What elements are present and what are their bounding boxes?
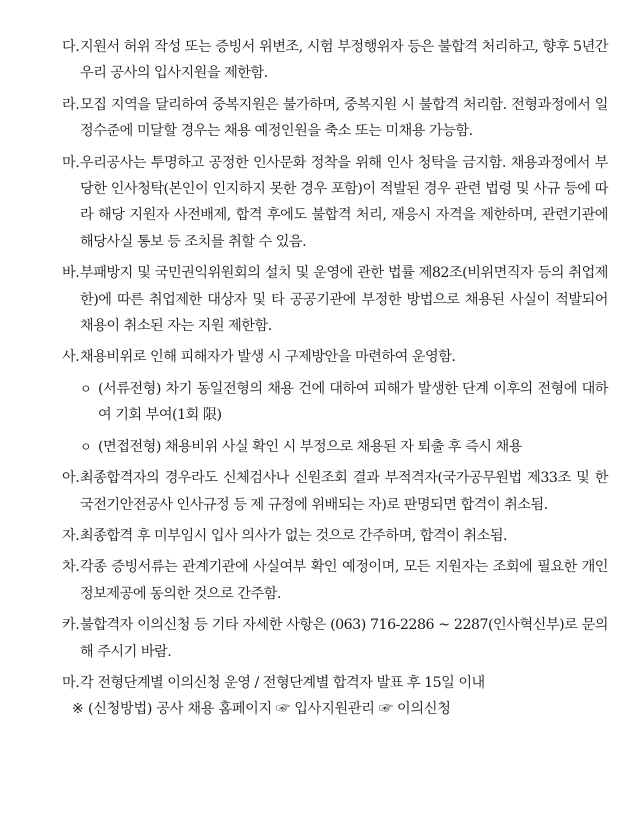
item-marker: 사. [62,349,80,366]
item-text: 각종 증빙서류는 관계기관에 사실여부 확인 예정이며, 모든 지원자는 조회에 필요한 개인 정보제공에 동의한 것으로 간주함. [80,559,608,602]
notice-item-da [0,34,644,87]
item-text: 지원서 허위 작성 또는 증빙서 위변조, 시험 부정행위자 등은 불합격 처리하고, 향후 5년간 우리 공사의 입사지원을 제한함. [80,39,608,82]
item-text: 최종합격 후 미부임시 입사 의사가 없는 것으로 간주하며, 합격이 취소됨. [80,527,508,544]
item-marker: 차. [62,559,80,576]
sub-item-text: (서류전형) 차기 동일전형의 채용 건에 대하여 피해가 발생한 단계 이후의 전형에 대하여 기회 부여(1회 限) [98,380,608,424]
item-marker: 카. [62,617,80,634]
item-text: 채용비위로 인해 피해자가 발생 시 구제방안을 마련하여 운영함. [80,349,456,366]
item-marker: 아. [62,470,80,487]
notice-item-ma-objection [0,670,644,696]
sub-item-marker: ㅇ [80,381,92,396]
sub-item-document-screening [0,376,644,429]
notice-item-cha [0,554,644,607]
reference-mark-icon: ※ [72,701,84,718]
item-marker: 다. [62,39,80,55]
item-marker: 자. [62,527,80,544]
notice-item-ja [0,523,644,549]
item-marker: 마. [62,674,80,691]
notice-item-a [0,465,644,518]
item-text: 각 전형단계별 이의신청 운영 / 전형단계별 합격자 발표 후 15일 이내 [80,674,485,691]
notice-item-ma [0,150,644,256]
notice-item-ka [0,612,644,665]
application-method-note [0,696,644,722]
item-text: 부패방지 및 국민권익위원회의 설치 및 운영에 관한 법률 제82조(비위면직자 등의 취업제한)에 따른 취업제한 대상자 및 타 공공기관에 부정한 방법으로 채용된 사실이 적발되어 채용이 취소된 자는 지원 제한함. [80,265,608,335]
sub-item-marker: ㅇ [80,439,92,454]
item-text: 최종합격자의 경우라도 신체검사나 신원조회 결과 부적격자(국가공무원법 제33조 및 한국전기안전공사 인사규정 등 제 규정에 위배되는 자)로 판명되면 합격이 취소됨. [80,470,608,513]
item-marker: 마. [62,154,80,171]
sub-item-text: (면접전형) 채용비위 사실 확인 시 부정으로 채용된 자 퇴출 후 즉시 채용 [98,438,522,455]
notice-item-ra [0,92,644,145]
notice-item-sa [0,344,644,370]
note-text: (신청방법) 공사 채용 홈페이지 ☞ 입사지원관리 ☞ 이의신청 [88,701,451,718]
item-text: 모집 지역을 달리하여 중복지원은 불가하며, 중복지원 시 불합격 처리함. 전형과정에서 일정수준에 미달할 경우는 채용 예정인원을 축소 또는 미채용 가능함. [80,96,608,140]
item-text: 불합격자 이의신청 등 기타 자세한 사항은 (063) 716-2286 ~ 2287(인사혁신부)로 문의해 주시기 바람. [80,617,608,660]
item-text: 우리공사는 투명하고 공정한 인사문화 정착을 위해 인사 청탁을 금지함. 채용과정에서 부당한 인사청탁(본인이 인지하지 못한 경우 포함)이 적발된 경우 관련 법령 및 사규 등에 따라 해당 지원자 사전배제, 합격 후에도 불합격 처리, 재응시 자격을 제한하며, 관련기관에 해당사실 통보 등 조치를 취할 수 있음. [80,154,608,250]
sub-item-interview [0,434,644,460]
notice-item-ba [0,260,644,339]
item-marker: 바. [62,265,80,282]
item-marker: 라. [62,96,80,113]
